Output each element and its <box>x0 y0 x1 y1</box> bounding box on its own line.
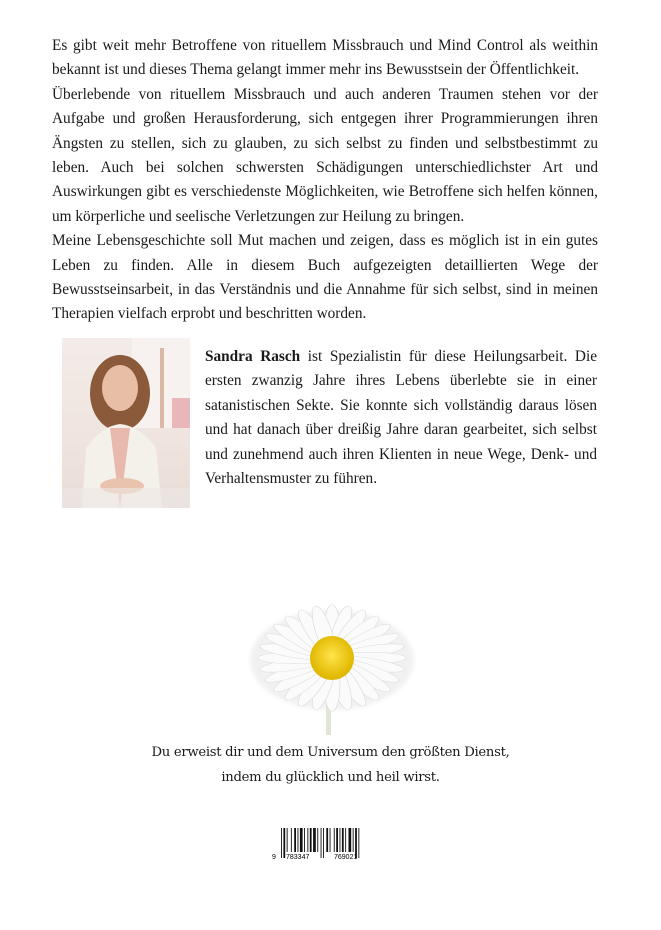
barcode-bar <box>304 828 305 852</box>
daisy-image <box>240 580 420 735</box>
barcode-digit-first: 9 <box>272 854 276 860</box>
intro-paragraph: Meine Lebensgeschichte soll Mut machen und zeigen, dass es möglich ist in ein gutes Leben zu finden. Alle in diesem Buch aufgezeigten detaillierten Wege der Bewusstseinsarbeit, in das Verständnis und die Annahme für sich selbst, sind in meinen Therapien vielfach erprobt und beschritten worden. <box>52 232 598 323</box>
intro-paragraph: Überlebende von rituellem Missbrauch und auch anderen Traumen stehen vor der Aufgabe und großen Herausforderung, sich entgegen ihrer Programmierungen ihren Ängsten zu stellen, sich zu glauben, zu sich selbst zu finden und selbstbestimmt zu leben. Auch bei solchen schwersten Schädigungen unterschiedlichster Art und Auswirkungen gibt es verschiedenste Möglichkeiten, wie Betroffene sich helfen können, um körperliche und seelische Verletzungen zur Heilung zu bringen. <box>52 85 598 225</box>
barcode-bar <box>345 828 346 852</box>
isbn-barcode <box>272 828 376 860</box>
barcode-bar <box>313 828 316 852</box>
barcode-group-left: 783347 <box>286 854 310 860</box>
barcode-bar <box>336 828 338 852</box>
barcode-bar <box>330 828 331 852</box>
barcode-bar <box>340 828 341 852</box>
barcode-bar <box>307 828 308 852</box>
barcode-bar <box>298 828 299 852</box>
author-photo <box>62 338 190 508</box>
barcode-bar <box>353 828 354 852</box>
barcode-bar <box>281 828 282 858</box>
barcode-group-right: 769021 <box>334 854 358 860</box>
barcode-bar <box>294 828 296 852</box>
intro-text <box>52 34 598 327</box>
barcode-bar <box>358 828 359 858</box>
barcode-bar <box>334 828 335 852</box>
barcode-bar <box>349 828 352 852</box>
barcode-bar <box>291 828 292 852</box>
barcode-bar <box>342 828 344 852</box>
barcode-bar <box>287 828 288 852</box>
quote-line-1: Du erweist dir und dem Universum den größten Dienst, <box>151 745 510 760</box>
barcode-bar <box>300 828 303 852</box>
barcode-bar <box>323 828 324 858</box>
barcode-bar <box>310 828 312 852</box>
barcode-bar <box>317 828 318 852</box>
barcode-bar <box>326 828 328 852</box>
barcode-bar <box>321 828 322 858</box>
author-bio-text: ist Spezialistin für diese Heilungsarbeit. Die ersten zwanzig Jahre ihres Lebens überlebte sie in einer satanistischen Sekte. Sie konnte sich vollständig daraus lösen und hat danach über dreißig Jahre daran gearbeitet, sich selbst und zunehmend auch ihren Klienten in neue Wege, Denk- und Verhaltensmuster zu führen. <box>205 348 597 488</box>
author-name: Sandra Rasch <box>205 348 301 365</box>
quote-line-2: indem du glücklich und heil wirst. <box>221 770 440 785</box>
closing-quote <box>0 740 661 790</box>
intro-paragraph: Es gibt weit mehr Betroffene von rituellem Missbrauch und Mind Control als weithin bekannt ist und dieses Thema gelangt immer mehr ins Bewusstsein der Öffentlichkeit. <box>52 37 598 79</box>
barcode-bar <box>283 828 285 858</box>
author-bio <box>205 345 597 491</box>
